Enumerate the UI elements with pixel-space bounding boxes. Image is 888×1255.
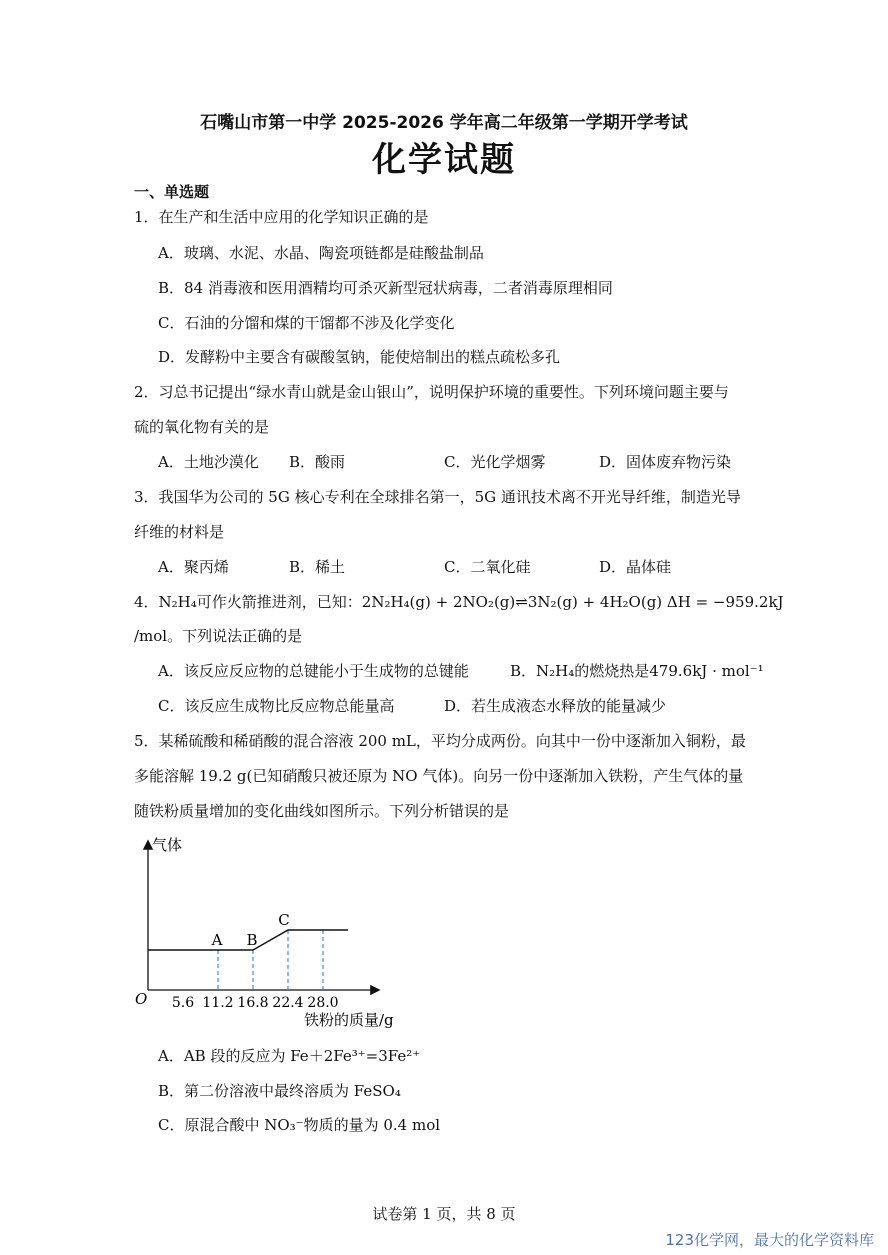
q1-option-b: B．84 消毒液和医用酒精均可杀灭新型冠状病毒，二者消毒原理相同 <box>158 279 613 297</box>
x-tick-label: 28.0 <box>307 995 339 1011</box>
q2-stem-line1: 2．习总书记提出“绿水青山就是金山银山”，说明保护环境的重要性。下列环境问题主要与 <box>134 383 729 401</box>
q1-option-a: A．玻璃、水泥、水晶、陶瓷项链都是硅酸盐制品 <box>158 244 484 262</box>
x-axis-label: 铁粉的质量/g <box>304 1011 394 1029</box>
x-tick-label: 16.8 <box>237 995 269 1011</box>
point-label-c: C <box>278 911 290 929</box>
q4-option-d: D．若生成液态水释放的能量减少 <box>444 697 667 715</box>
q3-stem-line2: 纤维的材料是 <box>134 523 225 541</box>
page-footer: 试卷第 1 页，共 8 页 <box>372 1205 516 1223</box>
q5-stem-line1: 5．某稀硫酸和稀硝酸的混合溶液 200 mL，平均分成两份。向其中一份中逐渐加入铜粉，最 <box>134 732 746 750</box>
origin-label: O <box>135 990 148 1008</box>
x-tick-label: 22.4 <box>272 995 304 1011</box>
section-heading: 一、单选题 <box>134 183 210 201</box>
q4-option-c: C．该反应生成物比反应物总能量高 <box>158 697 395 715</box>
x-tick-label: 5.6 <box>171 995 195 1011</box>
q5-stem-line3: 随铁粉质量增加的变化曲线如图所示。下列分析错误的是 <box>134 802 510 820</box>
q4-option-a: A．该反应反应物的总键能小于生成物的总键能 <box>158 662 469 680</box>
point-label-b: B <box>246 931 258 949</box>
q1-option-c: C．石油的分馏和煤的干馏都不涉及化学变化 <box>158 314 455 332</box>
q3-stem-line1: 3．我国华为公司的 5G 核心专利在全球排名第一，5G 通讯技术离不开光导纤维，制造光导 <box>134 488 741 506</box>
q5-option-c: C．原混合酸中 NO₃⁻物质的量为 0.4 mol <box>158 1116 441 1134</box>
subject-title: 化学试题 <box>372 140 516 180</box>
watermark: 123化学网，最大的化学资料库 <box>665 1231 874 1249</box>
gas-vs-iron-chart <box>128 832 408 1042</box>
q3-option-c: C．二氧化硅 <box>444 558 531 576</box>
q5-option-a: A．AB 段的反应为 Fe＋2Fe³⁺=3Fe²⁺ <box>158 1047 421 1065</box>
q4-stem-line2: /mol。下列说法正确的是 <box>134 627 303 645</box>
q3-option-a: A．聚丙烯 <box>158 558 229 576</box>
q2-option-b: B．酸雨 <box>289 453 346 471</box>
q2-stem-line2: 硫的氧化物有关的是 <box>134 418 270 436</box>
exam-title: 石嘴山市第一中学 2025-2026 学年高二年级第一学期开学考试 <box>200 113 688 133</box>
q5-stem-line2: 多能溶解 19.2 g(已知硝酸只被还原为 NO 气体)。向另一份中逐渐加入铁粉，产生气体的量 <box>134 767 744 785</box>
q2-option-c: C．光化学烟雾 <box>444 453 546 471</box>
q5-option-b: B．第二份溶液中最终溶质为 FeSO₄ <box>158 1082 401 1100</box>
q3-option-d: D．晶体硅 <box>599 558 672 576</box>
q1-option-d: D．发酵粉中主要含有碳酸氢钠，能使焙制出的糕点疏松多孔 <box>158 348 561 366</box>
q4-option-b: B．N₂H₄的燃烧热是479.6kJ · mol⁻¹ <box>510 662 764 680</box>
q1-stem: 1．在生产和生活中应用的化学知识正确的是 <box>134 208 429 226</box>
q2-option-d: D．固体废弃物污染 <box>599 453 732 471</box>
q2-option-a: A．土地沙漠化 <box>158 453 259 471</box>
q4-stem-line1: 4．N₂H₄可作火箭推进剂，已知：2N₂H₄(g) + 2NO₂(g)⇌3N₂(g) + 4H₂O(g) ΔH = −959.2kJ <box>134 593 784 611</box>
point-label-a: A <box>211 931 223 949</box>
x-tick-label: 11.2 <box>202 995 234 1011</box>
q3-option-b: B．稀土 <box>289 558 346 576</box>
y-axis-label: 气体 <box>152 836 183 854</box>
